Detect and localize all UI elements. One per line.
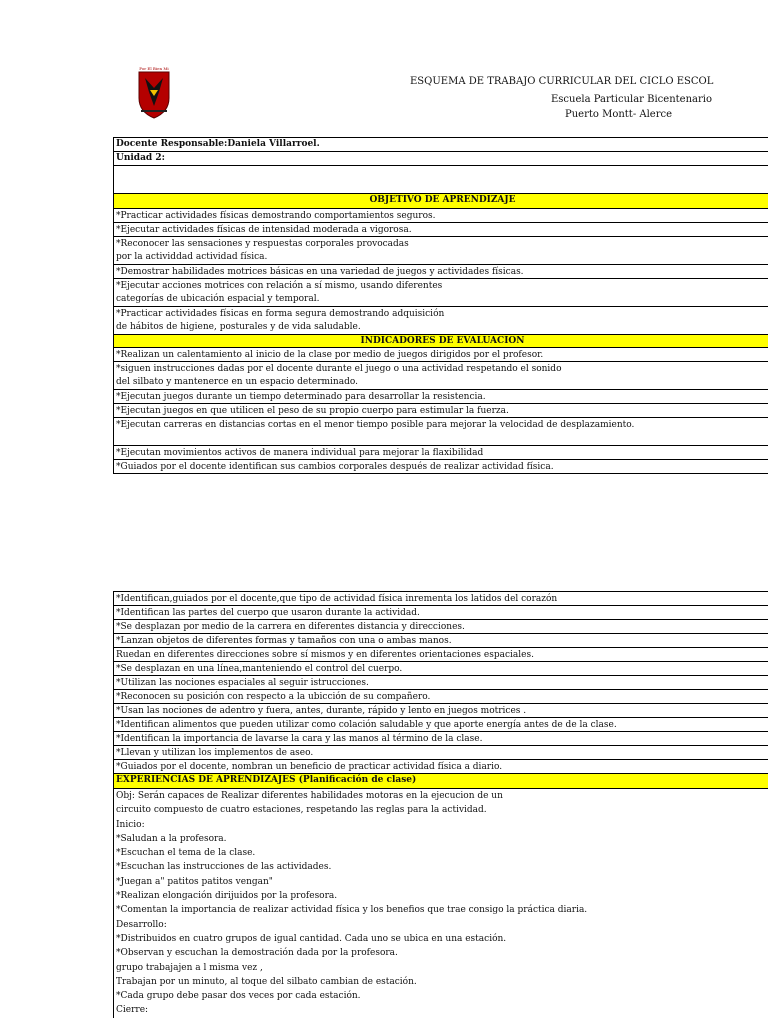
- indicador-row: [114, 446, 768, 460]
- indicador-row: [114, 390, 768, 404]
- objetivo-text: *Ejecutar actividades físicas de intensidad moderada a vigorosa.: [116, 225, 412, 235]
- indicador-text: *Identifican la importancia de lavarse la cara y las manos al término de la clase.: [116, 734, 483, 744]
- indicador-row: [114, 648, 768, 662]
- objetivo-text: por la actividdad actividad física.: [116, 251, 268, 262]
- indicador-row: [114, 592, 768, 606]
- inicio-item: *Comentan la importancia de realizar actividad física y los benefios que trae consigo la práctica diaria.: [116, 905, 588, 916]
- indicador-text: *Identifican alimentos que pueden utilizar como colación saludable y que aporte energía antes de de la clase.: [116, 720, 617, 730]
- indicador-row: [114, 460, 768, 474]
- curriculum-table-top: [113, 137, 768, 474]
- objetivo-row: [114, 265, 768, 279]
- indicador-row: [114, 362, 768, 390]
- indicador-text: *Realizan un calentamiento al inicio de la clase por medio de juegos dirigidos por el profesor.: [116, 350, 544, 360]
- docente-row: Docente Responsable:Daniela Villarroel.: [114, 138, 768, 152]
- indicadores-continued-list: [114, 592, 768, 774]
- objetivo-text: categorías de ubicación espacial y temporal.: [116, 293, 320, 304]
- indicador-row: [114, 676, 768, 690]
- inicio-item: *Saludan a la profesora.: [116, 833, 227, 844]
- objetivo-row: [114, 237, 768, 265]
- indicador-row: [114, 634, 768, 648]
- objetivo-row: [114, 223, 768, 237]
- objetivo-text: *Demostrar habilidades motrices básicas en una variedad de juegos y actividades físicas.: [116, 267, 524, 277]
- indicador-text: *Se desplazan por medio de la carrera en diferentes distancia y direcciones.: [116, 622, 465, 632]
- desarrollo-item: *Cada grupo debe pasar dos veces por cada estación.: [116, 991, 361, 1002]
- indicador-text: *Guiados por el docente, nombran un beneficio de practicar actividad física a diario.: [116, 762, 503, 772]
- desarrollo-item: Trabajan por un minuto, al toque del silbato cambian de estación.: [116, 976, 417, 987]
- objetivo-text: *Practicar actividades físicas demostrando comportamientos seguros.: [116, 211, 436, 221]
- objetivo-text: *Reconocer las sensaciones y respuestas corporales provocadas: [116, 239, 409, 249]
- indicador-text: *Se desplazan en una línea,manteniendo el control del cuerpo.: [116, 664, 403, 674]
- curriculum-table-bottom: [113, 591, 768, 1018]
- indicador-text: *Ejecutan movimientos activos de manera individual para mejorar la flaxibilidad: [116, 448, 484, 458]
- indicador-text: *Utilizan las nociones espaciales al seguir istrucciones.: [116, 678, 369, 688]
- inicio-item: *Escuchan el tema de la clase.: [116, 848, 256, 859]
- class-objective-line: circuito compuesto de cuatro estaciones, respetando las reglas para la actividad.: [116, 805, 487, 816]
- indicador-row: [114, 620, 768, 634]
- indicador-text: *Reconocen su posición con respecto a la ubicción de su compañero.: [116, 692, 431, 702]
- inicio-item: *Escuchan las instrucciones de las actividades.: [116, 862, 332, 873]
- objetivo-text: *Practicar actividades físicas en forma segura demostrando adquisición: [116, 309, 445, 319]
- desarrollo-item: *Observan y escuchan la demostración dada por la profesora.: [116, 948, 398, 959]
- class-objective-line: Obj: Serán capaces de Realizar diferentes habilidades motoras en la ejecucion de un: [116, 791, 503, 801]
- indicador-text: *Guiados por el docente identifican sus cambios corporales después de realizar actividad física.: [116, 462, 554, 472]
- indicador-row: [114, 704, 768, 718]
- indicadores-header: INDICADORES DE EVALUACION: [114, 335, 768, 348]
- logo-motto: Por El Bien Mi: [139, 66, 169, 71]
- document-title: ESQUEMA DE TRABAJO CURRICULAR DEL CICLO ESCOL: [410, 76, 714, 87]
- desarrollo-item: *Distribuidos en cuatro grupos de igual cantidad. Cada uno se ubica en una estación.: [116, 933, 507, 944]
- objetivo-row: [114, 279, 768, 307]
- indicador-text: *Llevan y utilizan los implementos de aseo.: [116, 748, 314, 758]
- school-location: Puerto Montt- Alerce: [565, 109, 673, 120]
- objetivo-text: de hábitos de higiene, posturales y de vida saludable.: [116, 321, 361, 332]
- inicio-item: *Realizan elongación dirijuidos por la profesora.: [116, 891, 338, 902]
- empty-row: [114, 166, 768, 194]
- indicador-row: [114, 418, 768, 446]
- inicio-item: *Juegan a" patitos patitos vengan": [116, 876, 273, 887]
- inicio-heading: Inicio:: [116, 819, 145, 830]
- indicador-row: [114, 746, 768, 760]
- indicador-text: *Ejecutan juegos en que utilicen el peso de su propio cuerpo para estimular la fuerza.: [116, 406, 509, 416]
- indicador-row: [114, 606, 768, 620]
- indicador-text: *Lanzan objetos de diferentes formas y tamaños con una o ambas manos.: [116, 636, 452, 646]
- desarrollo-item: Cierre:: [116, 1005, 149, 1016]
- experiencias-block: [114, 789, 768, 1018]
- indicador-text: *Ejecutan carreras en distancias cortas en el menor tiempo posible para mejorar la velocidad de desplazamiento.: [116, 420, 635, 430]
- indicador-row: [114, 348, 768, 362]
- indicador-row: [114, 732, 768, 746]
- indicador-text: *Ejecutan juegos durante un tiempo determinado para desarrollar la resistencia.: [116, 392, 486, 402]
- experiencias-header: EXPERIENCIAS DE APRENDIZAJES (Planificación de clase): [114, 774, 768, 789]
- objetivo-text: *Ejecutar acciones motrices con relación a sí mismo, usando diferentes: [116, 281, 443, 291]
- indicador-row: [114, 690, 768, 704]
- desarrollo-item: grupo trabajajen a l misma vez ,: [116, 962, 263, 973]
- indicador-text: *Identifican las partes del cuerpo que usaron durante la actividad.: [116, 608, 420, 618]
- objetivo-row: [114, 209, 768, 223]
- indicador-text: *siguen instrucciones dadas por el docente durante el juego o una actividad respetando el sonido: [116, 364, 562, 374]
- unidad-row: Unidad 2:: [114, 152, 768, 166]
- objetivos-list: [114, 209, 768, 335]
- desarrollo-heading: Desarrollo:: [116, 919, 167, 930]
- indicador-text: Ruedan en diferentes direcciones sobre sí mismos y en diferentes orientaciones espaciales.: [116, 650, 534, 660]
- indicador-row: [114, 404, 768, 418]
- indicador-text: *Usan las nociones de adentro y fuera, antes, durante, rápido y lento en juegos motrices .: [116, 706, 527, 716]
- indicador-row: [114, 662, 768, 676]
- school-crest-logo: [133, 66, 175, 122]
- school-name: Escuela Particular Bicentenario: [551, 94, 712, 105]
- indicador-row: [114, 760, 768, 774]
- indicador-text: *Identifican,guiados por el docente,que tipo de actividad física inrementa los latidos del corazón: [116, 594, 558, 604]
- indicador-row: [114, 718, 768, 732]
- objetivo-row: [114, 307, 768, 335]
- objetivo-header: OBJETIVO DE APRENDIZAJE: [114, 194, 768, 209]
- indicador-text: del silbato y mantenerce en un espacio determinado.: [116, 376, 358, 387]
- indicadores-list: [114, 348, 768, 474]
